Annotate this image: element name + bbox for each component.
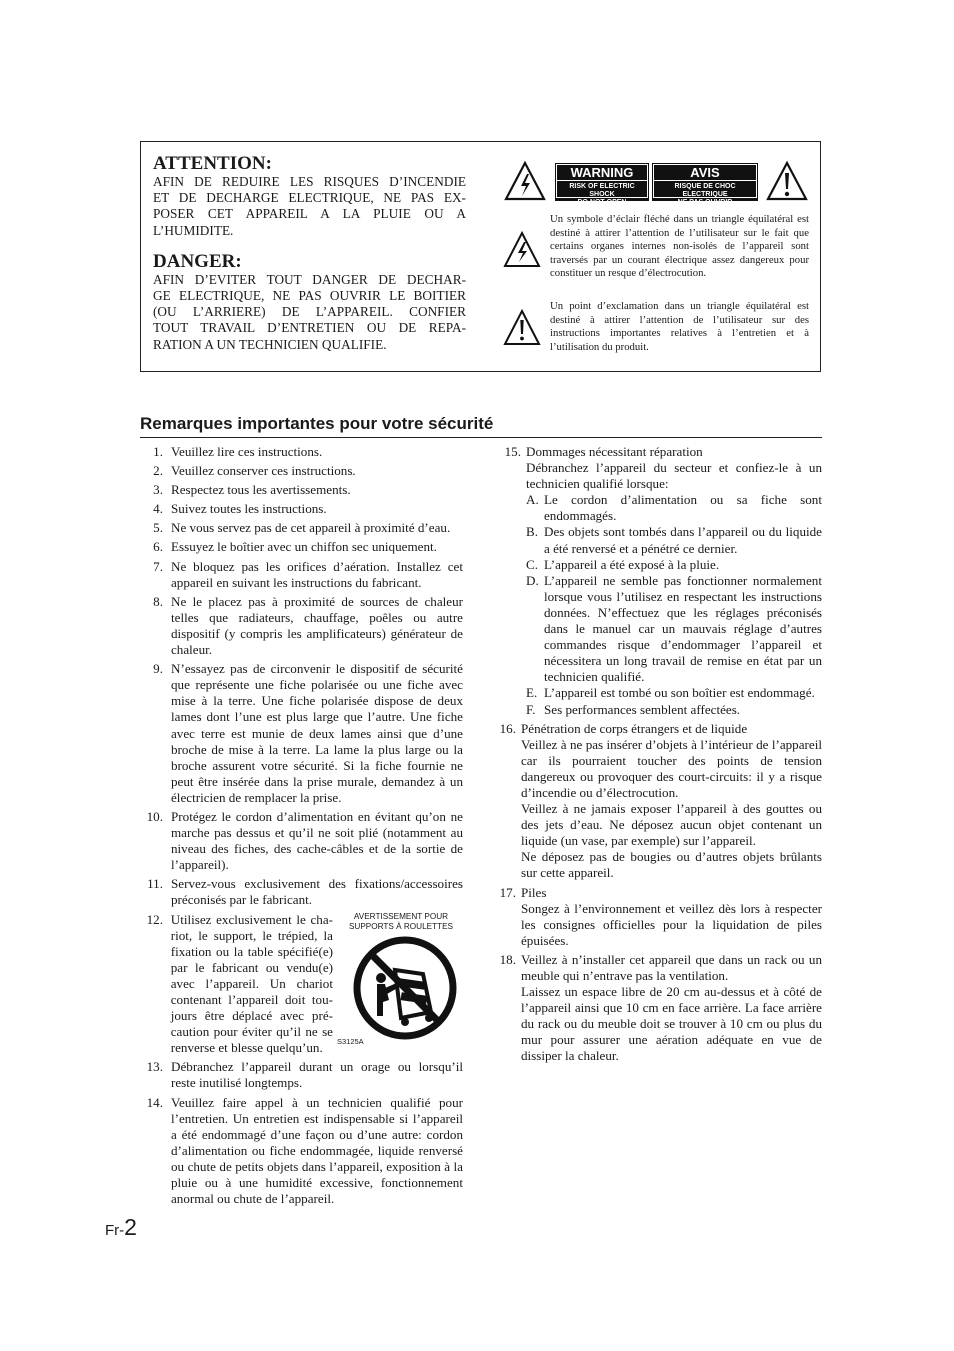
- item-15-head: Dommages nécessitant réparation: [526, 444, 703, 459]
- list-item-text: Veuillez conserver ces instructions.: [171, 463, 356, 479]
- list-item-number: 7.: [153, 558, 163, 574]
- list-item-number: 6.: [153, 539, 163, 555]
- page-number: Fr-2: [105, 1214, 137, 1240]
- list-item-text: Débranchez l’appareil durant un orage ou lorsqu’il reste inutilisé longtemps.: [171, 1059, 463, 1091]
- cart-code: S3125A: [337, 1036, 364, 1046]
- sub-item: [526, 492, 822, 524]
- danger-text: AFIN D’EVITER TOUT DANGER DE DECHAR- GE ELECTRIQUE, NE PAS OUVRIR LE BOITIER (OU L’ARRIERE) DE L’APPAREIL. CONFIER TOUT TRAVAIL D’ENTRETIEN OU DE REPA- RATION A UN TECHNICIEN QUALIFIE.: [153, 271, 466, 352]
- sub-item-letter: E.: [526, 685, 538, 701]
- list-item: [140, 1059, 463, 1091]
- list-item-number: 5.: [153, 520, 163, 536]
- list-item-number: 2.: [153, 463, 163, 479]
- sub-item-letter: A.: [526, 492, 539, 508]
- item-18-head: Veillez à n’installer cet appareil que dans un rack ou un meuble qui n’entrave pas la ventilation.: [521, 951, 822, 983]
- list-item-text: Ne bloquez pas les orifices d’aération. Installez cet appareil en suivant les instructions du fabricant.: [171, 558, 463, 590]
- warning-label: WARNING RISK OF ELECTRIC SHOCK DO NOT OPEN: [555, 163, 649, 201]
- list-item-number: 14.: [146, 1094, 163, 1110]
- list-item-17: 17. Piles Songez à l’environnement et veillez dès lors à respecter les consignes officielles pour la liquidation de piles épuisées.: [499, 884, 822, 948]
- sub-item-letter: D.: [526, 572, 539, 588]
- list-item: [140, 539, 463, 555]
- exclamation-symbol-explanation: Un point d’exclamation dans un triangle équilatéral est destiné à attirer l’attention de l’utilisateur sur des instructions importantes relatives à l’entretien et à l’utilisation du produit.: [550, 300, 809, 353]
- exclamation-triangle-icon-small: [502, 308, 542, 348]
- list-item-number: 13.: [146, 1059, 163, 1075]
- list-item-number: 3.: [153, 482, 163, 498]
- list-item-number: 11.: [147, 876, 163, 892]
- list-item: [140, 559, 463, 591]
- lightning-triangle-icon-small: [502, 230, 542, 270]
- list-item: [140, 501, 463, 517]
- cart-tipover-icon: [339, 934, 463, 1042]
- sub-item: [526, 573, 822, 686]
- avis-label: AVIS RISQUE DE CHOC ELECTRIQUE NE PAS OUVRIR: [652, 163, 758, 201]
- list-item-15: 15. Dommages nécessitant réparation Débranchez l’appareil du secteur et confiez-le à un technicien qualifié lorsque: A. Le cordon d’alimentation ou sa fiche sont endommagés. B. Des objets sont tombés dans l’appareil ou du liquide a été renversé et a pénétré ce dernier. C. L’appareil a été exposé à la pluie. D. L’appareil ne semble pas fonctionner normalement lorsque vous l’utilisez en respectant les instructions données. N’effectuez que les réglages préconisés dans le manuel car un mauvais réglage d’autres commandes risque d’endommager l’appareil et nécessitera un long travail de remise en état par un technicien qualifié. E. L’appareil est tombé ou son boîtier est endommagé. F. Ses performances semblent affectées.: [504, 444, 822, 717]
- list-item-text: Protégez le cordon d’alimentation en évitant qu’on ne marche pas dessus et qu’il ne soit plié (notamment au niveau des fiches, des cache-câbles et de la sortie de l’appareil).: [171, 808, 463, 873]
- list-item-16: 16. Pénétration de corps étrangers et de liquide Veillez à ne pas insérer d’objets à l’intérieur de l’appareil car ils pourraient toucher des points de tension dangereux ou provoquer des court-circuits: il y a risque d’incendie ou d’électrocution. Veillez à ne jamais exposer l’appareil à des gouttes ou des jets d’eau. Ne déposez aucun objet contenant un liquide (un vase, par exemple) sur l’appareil. Ne déposez pas de bougies ou d’autres objets brûlants sur cette appareil.: [499, 720, 822, 881]
- sub-item-text: L’appareil ne semble pas fonctionner normalement lorsque vous l’utilisez en respectant les instructions données. N’effectuez que les réglages préconisés dans le manuel car un mauvais réglage d’autres commandes risque d’endommager l’appareil et nécessitera un long travail de remise en état par un technicien qualifié.: [544, 572, 822, 685]
- sub-item: [526, 557, 822, 573]
- attention-block: [153, 154, 466, 353]
- sub-item-letter: F.: [526, 701, 536, 717]
- sub-item: [526, 524, 822, 556]
- cart-caption: AVERTISSEMENT POUR SUPPORTS À ROULETTES: [348, 911, 454, 931]
- sub-item-text: Des objets sont tombés dans l’appareil ou du liquide a été renversé et a pénétré ce dernier.: [544, 524, 822, 556]
- sub-item-letter: C.: [526, 556, 539, 572]
- lightning-symbol-explanation: Un symbole d’éclair fléché dans un triangle équilatéral est destiné à attirer l’attention de l’utilisateur sur le fait que certains organes internes non-isolés de l’appareil sont traversés par un courant électrique assez dangereux pour constituer un resque d’électrocution.: [550, 213, 809, 279]
- sub-item-letter: B.: [526, 524, 539, 540]
- sub-item-text: Ses performances semblent affectées.: [544, 701, 741, 717]
- list-item-text: N’essayez pas de circonvenir le dispositif de sécurité que représente une fiche polarisée ou une fiche avec mise à la terre. Une fiche polarisée dispose de deux lames dont l’une est plus large que l’autre. Une fiche avec terre est munie de deux lames ainsi que d’une broche de mise à la terre. La lame la plus large ou la broche assurent votre sécurité. Si la fiche fournie ne peut être insérée dans la prise murale, demandez à un électricien de remplacer la prise.: [171, 661, 463, 805]
- list-item-12: 12. Utilisez exclusivement le cha- riot, le support, le trépied, la fixation ou la table spécifié(e) par le fabricant ou vendu(e) avec l’appareil. Un chariot contenant l’appareil doit tou- jours être déplacé avec pré- caution pour éviter qu’il ne se renverse et blesse quelqu’un. AVERTISSEMENT POUR SUPPORTS À ROULETTES S3125A: [140, 912, 463, 1057]
- item-17-head: Piles: [521, 884, 547, 900]
- lightning-triangle-icon: [503, 160, 547, 202]
- item-16-head: Pénétration de corps étrangers et de liquide: [521, 720, 748, 736]
- sub-item-text: L’appareil est tombé ou son boîtier est endommagé.: [544, 685, 815, 701]
- section-title: Remarques importantes pour votre sécurité: [140, 414, 494, 433]
- sub-item: [526, 702, 822, 718]
- list-item-number: 9.: [153, 661, 163, 677]
- right-column: [498, 444, 822, 1068]
- list-item: [140, 1095, 463, 1208]
- item-15-intro: Débranchez l’appareil du secteur et confiez-le à un technicien qualifié lorsque:: [526, 460, 822, 492]
- list-item-18: 18. Veillez à n’installer cet appareil que dans un rack ou un meuble qui n’entrave pas la ventilation. Laissez un espace libre de 20 cm au-dessus et à côté de l’appareil ainsi que 10 cm en face arrière. La face arrière du rack ou du meuble doit se trouver à 10 cm ou plus du mur pour assurer une aération adéquate en vue de dissiper la chaleur.: [499, 951, 822, 1064]
- list-item-text: Veuillez faire appel à un technicien qualifié pour l’entretien. Un entretien est indispensable si l’appareil a été endommagé d’une façon ou d’une autre: cordon d’alimentation ou fiche endommagée, liquide renversé ou chute de petits objets dans l’appareil, exposition à la pluie ou à une humidité excessive, fonctionnement anormal ou chute de l’appareil.: [171, 1094, 463, 1207]
- list-item-text: Respectez tous les avertissements.: [171, 482, 351, 498]
- list-item-number: 1.: [153, 444, 163, 459]
- cart-warning-figure: [339, 912, 463, 1057]
- list-item-number: 8.: [153, 593, 163, 609]
- list-item-text: Ne vous servez pas de cet appareil à proximité d’eau.: [171, 520, 451, 536]
- list-item: [140, 594, 463, 658]
- sub-item-text: Le cordon d’alimentation ou sa fiche sont endommagés.: [544, 492, 822, 524]
- list-item-text: Suivez toutes les instructions.: [171, 501, 327, 517]
- list-item: [140, 809, 463, 873]
- list-item: [140, 520, 463, 536]
- list-item-text: Servez-vous exclusivement des fixations/accessoires préconisés par le fabricant.: [171, 876, 463, 908]
- list-item-text: Veuillez lire ces instructions.: [171, 444, 323, 459]
- list-item: [140, 463, 463, 479]
- sub-item: [526, 685, 822, 701]
- attention-title: ATTENTION:: [153, 153, 272, 174]
- exclamation-triangle-icon: [765, 160, 809, 202]
- list-item: [140, 444, 463, 460]
- attention-text: AFIN DE REDUIRE LES RISQUES D’INCENDIE ET DE DECHARGE ELECTRIQUE, NE PAS EX- POSER CET APPAREIL A LA PLUIE OU A L’HUMIDITE.: [153, 174, 466, 238]
- list-item-number: 4.: [153, 501, 163, 517]
- section-divider: [140, 437, 822, 438]
- item-12-text: Utilisez exclusivement le cha- riot, le support, le trépied, la fixation ou la table spécifié(e) par le fabricant ou vendu(e) avec l’appareil. Un chariot contenant l’appareil doit tou- jours être déplacé avec pré- caution pour éviter qu’il ne se renverse et blesse quelqu’un.: [170, 911, 333, 1056]
- sub-item-text: L’appareil a été exposé à la pluie.: [544, 556, 720, 572]
- danger-title: DANGER:: [153, 250, 242, 272]
- left-column: [140, 444, 463, 1210]
- list-item: [140, 876, 463, 908]
- list-item: [140, 661, 463, 806]
- list-item-number: 10.: [146, 808, 163, 824]
- list-item-text: Essuyez le boîtier avec un chiffon sec uniquement.: [171, 539, 437, 555]
- list-item: [140, 482, 463, 498]
- list-item-text: Ne le placez pas à proximité de sources de chaleur telles que radiateurs, chauffage, poêles ou autre dispositif (y compris les amplificateurs) générateur de chaleur.: [171, 593, 463, 658]
